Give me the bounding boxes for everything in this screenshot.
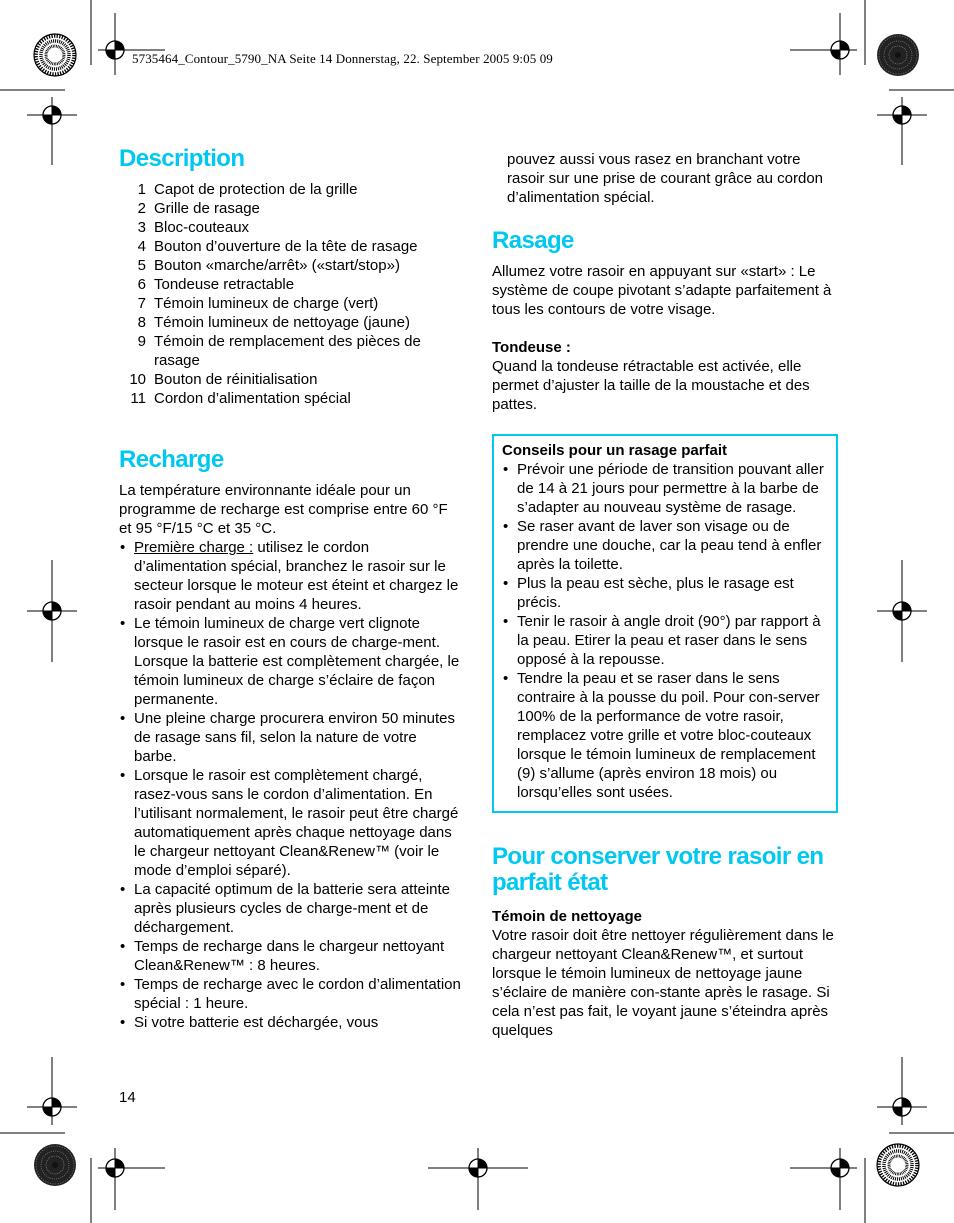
tips-box: [492, 434, 838, 813]
item-text: Bouton «marche/arrêt» («start/stop»): [154, 257, 400, 274]
description-item: [119, 332, 461, 370]
recharge-bullet: • Si votre batterie est déchargée, vous: [119, 1013, 461, 1032]
item-number: 3: [137, 219, 146, 236]
cleaning-indicator-text: Votre rasoir doit être nettoyer régulièrement dans le chargeur nettoyant Clean&Renew™, et surtout lorsque le témoin lumineux de nettoyage jaune s’éclaire de manière con-stante après le rasage. Si cela n’est pas fait, le voyant jaune s’éteindra après quelques: [492, 927, 834, 1039]
tips-heading: Conseils pour un rasage parfait: [502, 442, 728, 459]
item-number: 1: [137, 181, 146, 198]
recharge-intro: La température environnante idéale pour un programme de recharge est comprise entre 60 °F et 95 °F/15 °C et 35 °C.: [119, 482, 448, 537]
tondeuse-text: Quand la tondeuse rétractable est activée, elle permet d’ajuster la taille de la moustache et des pattes.: [492, 358, 810, 413]
item-text: Grille de rasage: [154, 200, 260, 217]
item-text: Capot de protection de la grille: [154, 181, 358, 198]
description-item: [119, 256, 461, 275]
item-text: Bouton d’ouverture de la tête de rasage: [154, 238, 418, 255]
description-item: [119, 218, 461, 237]
recharge-bullet-first: [119, 538, 461, 614]
item-number: 8: [137, 314, 146, 331]
tondeuse-heading: Tondeuse :: [492, 339, 571, 356]
description-item: [119, 294, 461, 313]
item-number: 9: [137, 333, 146, 350]
description-item: [119, 370, 461, 389]
description-item: [119, 180, 461, 199]
first-charge-text: utilisez le cordon d’alimentation spécial, branchez le rasoir sur le secteur lorsque le moteur est éteint et chargez le rasoir pendant au moins 4 heures.: [134, 539, 459, 613]
item-number: 11: [130, 390, 146, 407]
conserver-heading: Pour conserver votre rasoir en parfait état: [492, 843, 824, 896]
rasage-heading: Rasage: [492, 227, 574, 254]
item-text: Témoin de remplacement des pièces de rasage: [154, 333, 421, 369]
item-text: Tondeuse retractable: [154, 276, 295, 293]
battery-continuation: pouvez aussi vous rasez en branchant votre rasoir sur une prise de courant grâce au cordon d’alimentation spécial.: [507, 151, 824, 206]
tip-item: • Tendre la peau et se raser dans le sens contraire à la pousse du poil. Pour con-server 100% de la performance de votre rasoir, remplacez votre grille et votre bloc-couteaux lorsque le témoin lumineux de remplacement (9) s’allume (après environ 18 mois) ou lorsqu’elles sont usées.: [502, 669, 829, 802]
description-item: [119, 275, 461, 294]
rasage-intro: Allumez votre rasoir en appuyant sur «start» : Le système de coupe pivotant s’adapte parfaitement à tous les contours de votre visage.: [492, 263, 832, 318]
tips-list: [502, 460, 829, 802]
item-text: Témoin lumineux de nettoyage (jaune): [154, 314, 410, 331]
description-item: [119, 237, 461, 256]
recharge-bullet: • Une pleine charge procurera environ 50 minutes de rasage sans fil, selon la nature de votre barbe.: [119, 709, 461, 766]
item-number: 2: [137, 200, 146, 217]
print-slug: 5735464_Contour_5790_NA Seite 14 Donnerstag, 22. September 2005 9:05 09: [132, 51, 553, 66]
page-number: 14: [119, 1089, 136, 1106]
left-column: [119, 146, 461, 1032]
description-heading: Description: [119, 145, 245, 172]
tip-item: • Prévoir une période de transition pouvant aller de 14 à 21 jours pour permettre à la barbe de s’adapter au nouveau système de rasage.: [502, 460, 829, 517]
tip-item: • Plus la peau est sèche, plus le rasage est précis.: [502, 574, 829, 612]
right-column: [492, 150, 838, 1040]
recharge-bullet: • Lorsque le rasoir est complètement chargé, rasez-vous sans le cordon d’alimentation. En l’utilisant normalement, le rasoir peut être chargé automatiquement après chaque nettoyage dans le chargeur nettoyant Clean&Renew™ (voir le mode d’emploi séparé).: [119, 766, 461, 880]
item-number: 4: [137, 238, 146, 255]
tip-item: • Se raser avant de laver son visage ou de prendre une douche, car la peau tend à enfler après la toilette.: [502, 517, 829, 574]
item-number: 7: [137, 295, 146, 312]
recharge-list: [119, 538, 461, 1032]
item-number: 6: [137, 276, 146, 293]
item-text: Bouton de réinitialisation: [154, 371, 318, 388]
item-number: 10: [129, 371, 146, 388]
description-item: [119, 389, 461, 408]
recharge-bullet: • La capacité optimum de la batterie sera atteinte après plusieurs cycles de charge-ment et de déchargement.: [119, 880, 461, 937]
recharge-bullet: • Le témoin lumineux de charge vert clignote lorsque le rasoir est en cours de charge-ment. Lorsque la batterie est complètement chargée, le témoin lumineux de charge s’éclaire de façon permanente.: [119, 614, 461, 709]
recharge-bullet: • Temps de recharge dans le chargeur nettoyant Clean&Renew™ : 8 heures.: [119, 937, 461, 975]
description-item: [119, 313, 461, 332]
item-text: Cordon d’alimentation spécial: [154, 390, 351, 407]
first-charge-label: Première charge :: [134, 539, 254, 556]
tip-item: • Tenir le rasoir à angle droit (90°) par rapport à la peau. Etirer la peau et raser dans le sens opposé à la repousse.: [502, 612, 829, 669]
cleaning-indicator-heading: Témoin de nettoyage: [492, 908, 643, 925]
description-item: [119, 199, 461, 218]
recharge-heading: Recharge: [119, 446, 224, 473]
item-text: Bloc-couteaux: [154, 219, 250, 236]
recharge-bullet: • Temps de recharge avec le cordon d’alimentation spécial : 1 heure.: [119, 975, 461, 1013]
description-list: [119, 180, 461, 408]
item-number: 5: [137, 257, 146, 274]
item-text: Témoin lumineux de charge (vert): [154, 295, 379, 312]
